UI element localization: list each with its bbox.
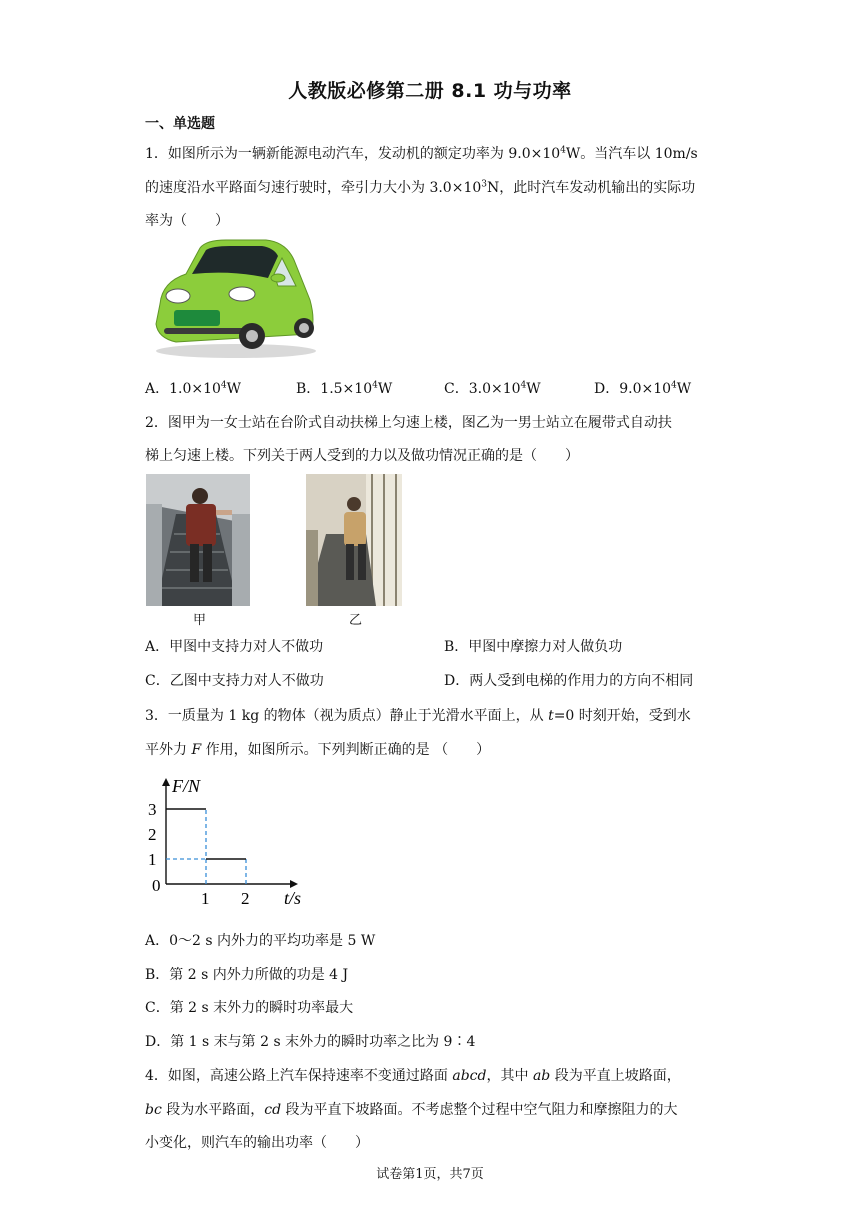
q2-option-c[interactable]: C．乙图中支持力对人不做功 [145, 673, 324, 689]
q1-option-c[interactable]: C．$3.0\times 10^4W$ [444, 380, 541, 397]
y-tick-label: 2 [148, 825, 157, 844]
x-axis-label: t/s [284, 888, 302, 908]
q2-line-2: 梯上匀速上楼。下列关于两人受到的力以及做功情况正确的是（ ） [145, 448, 579, 464]
x-tick-label: 2 [241, 889, 250, 908]
q3-option-c[interactable]: C．第 2 s 末外力的瞬时功率最大 [145, 1000, 354, 1016]
q1-line-1: 1．如图所示为一辆新能源电动汽车，发动机的额定功率为 $9.0\times 10^4W$。当汽车以 10m/s [145, 145, 698, 162]
q2-option-b[interactable]: B．甲图中摩擦力对人做负功 [444, 639, 623, 655]
q4-line-2: bc 段为水平路面，cd 段为平直下坡路面。不考虑整个过程中空气阻力和摩擦阻力的大 [145, 1102, 678, 1118]
q4-line-3: 小变化，则汽车的输出功率（ ） [145, 1135, 369, 1151]
electric-car-image [146, 234, 320, 362]
q3-option-b[interactable]: B．第 2 s 内外力所做的功是 4 J [145, 967, 349, 983]
y-tick-label: 1 [148, 850, 157, 869]
q3-line-1: 3．一质量为 1 kg 的物体（视为质点）静止于光滑水平面上，从 t=0 时刻开始，受到水 [145, 708, 691, 724]
x-tick-label: 1 [201, 889, 210, 908]
q2-line-1: 2．图甲为一女士站在台阶式自动扶梯上匀速上楼，图乙为一男士站立在履带式自动扶 [145, 415, 672, 431]
page-title: 人教版必修第二册 8.1 功与功率 [288, 80, 572, 102]
q1-option-a[interactable]: A．$1.0\times 10^4W$ [145, 380, 242, 397]
q3-option-a[interactable]: A．0～2 s 内外力的平均功率是 5 W [145, 933, 376, 949]
escalator-woman-image [146, 474, 250, 606]
y-tick-label: 3 [148, 800, 157, 819]
escalator-man-image [306, 474, 402, 606]
section-heading: 一、单选题 [145, 116, 215, 132]
q1-line-3: 率为（ ） [145, 213, 229, 229]
figure-caption-jia: 甲 [193, 613, 207, 628]
figure-caption-yi: 乙 [349, 613, 363, 628]
origin-label: 0 [152, 876, 161, 895]
force-time-chart [140, 770, 310, 910]
q3-option-d[interactable]: D．第 1 s 末与第 2 s 末外力的瞬时功率之比为 9∶4 [145, 1034, 476, 1050]
q2-option-d[interactable]: D．两人受到电梯的作用力的方向不相同 [444, 673, 694, 689]
q1-option-b[interactable]: B．$1.5\times 10^4W$ [296, 380, 393, 397]
q1-line-2: 的速度沿水平路面匀速行驶时，牵引力大小为 $3.0\times 10^3N$，此时汽车发动机输出的实际功 [145, 179, 696, 196]
q1-option-d[interactable]: D．$9.0\times 10^4W$ [594, 380, 692, 397]
x-axis-arrow [290, 880, 298, 888]
q2-option-a[interactable]: A．甲图中支持力对人不做功 [145, 639, 324, 655]
y-axis-label: F/N [172, 776, 201, 796]
page-footer: 试卷第1页，共7页 [376, 1167, 484, 1182]
q3-line-2: 平外力 F 作用，如图所示。下列判断正确的是 （ ） [145, 742, 491, 758]
q4-line-1: 4．如图，高速公路上汽车保持速率不变通过路面 abcd，其中 ab 段为平直上坡路面， [145, 1068, 681, 1084]
y-axis-arrow [162, 778, 170, 786]
